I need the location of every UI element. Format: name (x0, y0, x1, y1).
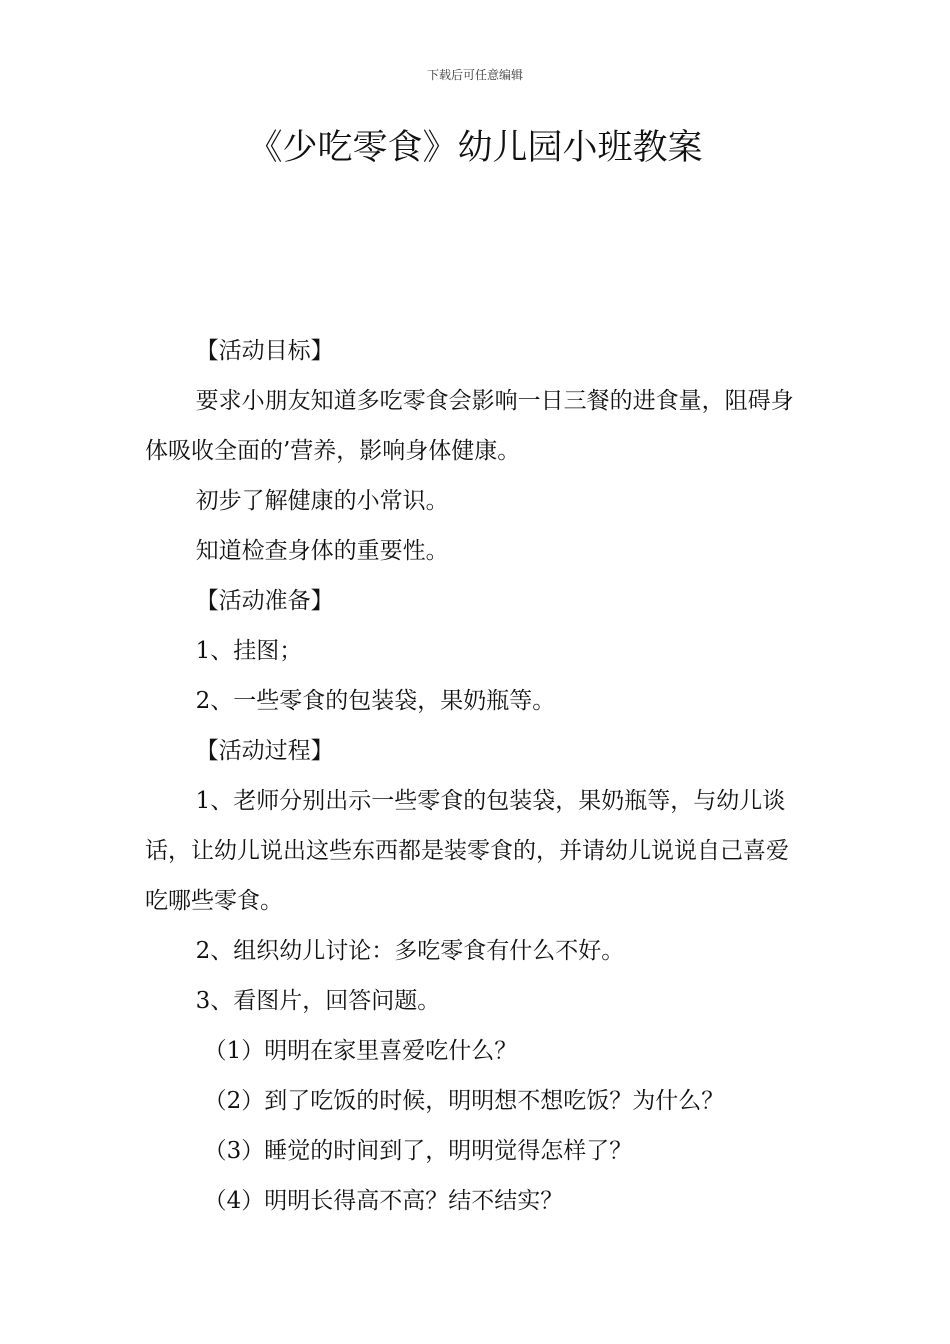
paragraph: 2、组织幼儿讨论：多吃零食有什么不好。 (195, 938, 625, 964)
question-item: （3）睡觉的时间到了，明明觉得怎样了？ (203, 1138, 633, 1164)
paragraph: 2、一些零食的包装袋，果奶瓶等。 (195, 688, 556, 714)
header-note: 下载后可任意编辑 (426, 68, 523, 82)
section-heading-process: 【活动过程】 (195, 738, 334, 764)
section-heading-preparation: 【活动准备】 (195, 588, 334, 614)
question-item: （2）到了吃饭的时候，明明想不想吃饭？为什么？ (203, 1088, 725, 1114)
paragraph: 要求小朋友知道多吃零食会影响一日三餐的进食量，阻碍身体吸收全面的’营养，影响身体健康。 (145, 388, 794, 464)
paragraph: 1、老师分别出示一些零食的包装袋，果奶瓶等，与幼儿谈话，让幼儿说出这些东西都是装零食的，并请幼儿说说自己喜爱吃哪些零食。 (145, 788, 789, 914)
document-title: 《少吃零食》幼儿园小班教案 (247, 128, 703, 168)
paragraph: 初步了解健康的小常识。 (195, 488, 449, 514)
section-heading-goals: 【活动目标】 (195, 338, 334, 364)
paragraph: 知道检查身体的重要性。 (195, 538, 449, 564)
paragraph: 3、看图片，回答问题。 (195, 988, 441, 1014)
question-item: （4）明明长得高不高？结不结实？ (203, 1188, 564, 1214)
document-body (145, 326, 809, 1226)
question-item: （1）明明在家里喜爱吃什么？ (203, 1038, 518, 1064)
paragraph: 1、挂图； (195, 638, 303, 664)
